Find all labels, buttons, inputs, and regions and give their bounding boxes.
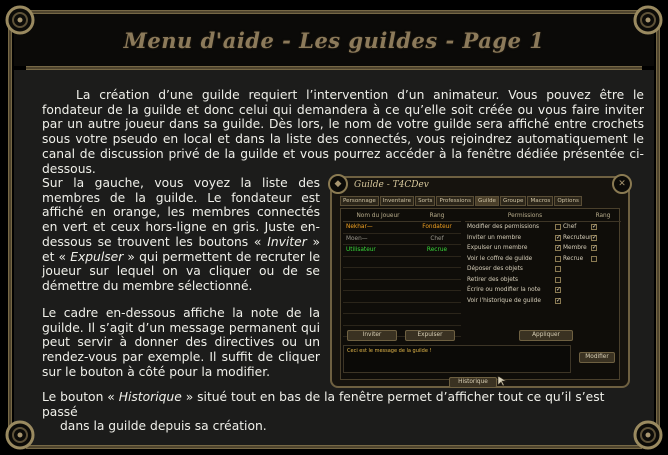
member-row-empty [343, 303, 461, 315]
guild-window [330, 176, 630, 388]
guild-tabs [340, 196, 620, 206]
permission-rows [465, 222, 621, 306]
rank-label: Membre [563, 245, 587, 251]
tab-macros[interactable]: Macros [527, 196, 553, 206]
member-list [343, 212, 461, 340]
member-name: Utilisateur [346, 247, 376, 253]
page-title: Menu d'aide - Les guildes - Page 1 [123, 27, 545, 53]
permission-row [465, 275, 621, 286]
permission-row [465, 264, 621, 275]
member-row-empty [343, 291, 461, 303]
member-rank: Chef [430, 235, 444, 242]
permission-row [465, 254, 621, 265]
member-row-empty [343, 257, 461, 269]
rank-label: Recrue [563, 255, 584, 262]
history-button[interactable]: Historique [449, 377, 497, 388]
member-rank: Recrue [426, 247, 448, 253]
permission-checkbox[interactable] [555, 287, 561, 293]
frame-left-rail [8, 26, 12, 429]
permission-label: Retirer des objets [467, 276, 519, 283]
member-list-header [343, 212, 461, 222]
member-rank: Fondateur [422, 224, 452, 230]
para-text: » qui permettent de recruter le joueur sur lequel on va cliquer ou de se démettre du membre sélectionné. [42, 249, 321, 293]
permission-row [465, 222, 621, 233]
tab-options[interactable]: Options [554, 196, 582, 206]
member-name: Moen— [346, 235, 368, 242]
member-name-header: Nom du Joueur [356, 213, 400, 219]
rank-checkbox[interactable] [591, 235, 597, 241]
modify-button[interactable]: Modifier [579, 352, 615, 363]
para-text: Sur la gauche, vous voyez la liste des membres de la guilde. Le fondateur est affiché en orange, les membres connectés en vert et ceux hors-ligne en gris. Juste en-dessous se trouvent les boutons « [42, 176, 320, 249]
member-row[interactable] [343, 222, 461, 234]
para-text: dans la guilde depuis sa création. [60, 419, 267, 434]
tab-sorts[interactable]: Sorts [415, 196, 435, 206]
permission-checkbox[interactable] [555, 298, 561, 304]
apply-button[interactable]: Appliquer [519, 330, 573, 341]
permission-checkbox[interactable] [555, 245, 561, 251]
permission-row [465, 233, 621, 244]
permission-label: Inviter un membre [467, 234, 522, 241]
member-row[interactable] [343, 245, 461, 257]
mouse-cursor-icon [497, 375, 507, 387]
history-paragraph [42, 390, 644, 434]
guild-window-title: Guilde - T4CDev [354, 180, 429, 190]
tab-guilde[interactable]: Guilde [475, 196, 499, 206]
rank-checkbox[interactable] [591, 256, 597, 262]
title-bar [14, 14, 654, 66]
rank-checkbox[interactable] [591, 245, 597, 251]
rank-header-label: Rang [595, 213, 611, 219]
invite-term: Inviter [267, 234, 307, 249]
permissions-panel [465, 212, 621, 340]
member-row-empty [343, 268, 461, 280]
corner-ornament-icon [628, 415, 668, 455]
member-row-empty [343, 280, 461, 292]
permission-checkbox[interactable] [555, 266, 561, 272]
permission-label: Écrire ou modifier la note [467, 287, 541, 293]
guild-panel [340, 208, 620, 385]
tab-groupe[interactable]: Groupe [500, 196, 526, 206]
corner-ornament-icon [0, 0, 40, 40]
permission-checkbox[interactable] [555, 235, 561, 241]
rank-checkbox[interactable] [591, 224, 597, 230]
guild-note-paragraph: Le cadre en-dessous affiche la note de la guilde. Il s’agit d’un message permanent qui peut servir à donner des directives ou un rendez-vous par exemple. Il suffit de cliquer sur le bouton à côté pour la modifier. [42, 306, 320, 379]
permission-row [465, 285, 621, 296]
para-text: » situé tout en bas de la fenêtre permet d’afficher tout ce qu’il s’est passé [42, 390, 605, 419]
permission-label: Voir le coffre de guilde [467, 255, 533, 262]
help-content [14, 70, 654, 445]
tab-personnage[interactable]: Personnage [340, 196, 379, 206]
rank-label: Chef [563, 224, 577, 230]
permission-label: Modifier des permissions [467, 224, 540, 230]
member-list-paragraph [42, 176, 320, 294]
tab-inventaire[interactable]: Inventaire [380, 196, 414, 206]
tab-professions[interactable]: Professions [436, 196, 474, 206]
para-text: Le bouton « [42, 390, 119, 404]
corner-ornament-icon [0, 415, 40, 455]
permission-checkbox[interactable] [555, 256, 561, 262]
member-row[interactable] [343, 234, 461, 246]
member-name: Nekhar— [346, 224, 373, 230]
frame-bottom-rail [26, 445, 642, 449]
history-term: Historique [118, 390, 182, 404]
member-rank-header: Rang [429, 213, 445, 219]
member-row-empty [343, 314, 461, 326]
guild-note: Ceci est le message de la guilde ! [343, 345, 571, 373]
permission-label: Voir l'historique de guilde [467, 297, 541, 304]
permission-row [465, 296, 621, 307]
permissions-header-label: Permissions [507, 213, 543, 219]
permission-checkbox[interactable] [555, 277, 561, 283]
expel-button[interactable]: Expulser [405, 330, 455, 341]
frame-right-rail [656, 26, 660, 429]
corner-ornament-icon [628, 0, 668, 40]
permission-label: Expulser un membre [467, 245, 528, 251]
intro-paragraph: La création d’une guilde requiert l’intervention d’un animateur. Vous pouvez être le fondateur de la guilde et donc celui qui demandera à ce qu’elle soit créée ou vous faire inviter par un autre joueur dans sa guilde. Dès lors, le nom de votre guilde sera affiché entre crochets sous votre pseudo en local et dans la liste des connectés, vous rejoindrez automatiquement le canal de discussion privé de la guilde et vous pourrez accéder à la fenêtre dédiée présentée ci-dessous. [42, 88, 644, 176]
window-ornament-icon: ◆ [328, 174, 348, 194]
close-icon[interactable]: ✕ [612, 174, 632, 194]
permission-label: Déposer des objets [467, 266, 523, 272]
permission-row [465, 243, 621, 254]
permissions-header [465, 212, 621, 222]
expel-term: Expulser [70, 249, 124, 264]
invite-button[interactable]: Inviter [347, 330, 397, 341]
para-text: » et « [42, 234, 320, 264]
rank-label: Recruteur [563, 234, 592, 241]
permission-checkbox[interactable] [555, 224, 561, 230]
